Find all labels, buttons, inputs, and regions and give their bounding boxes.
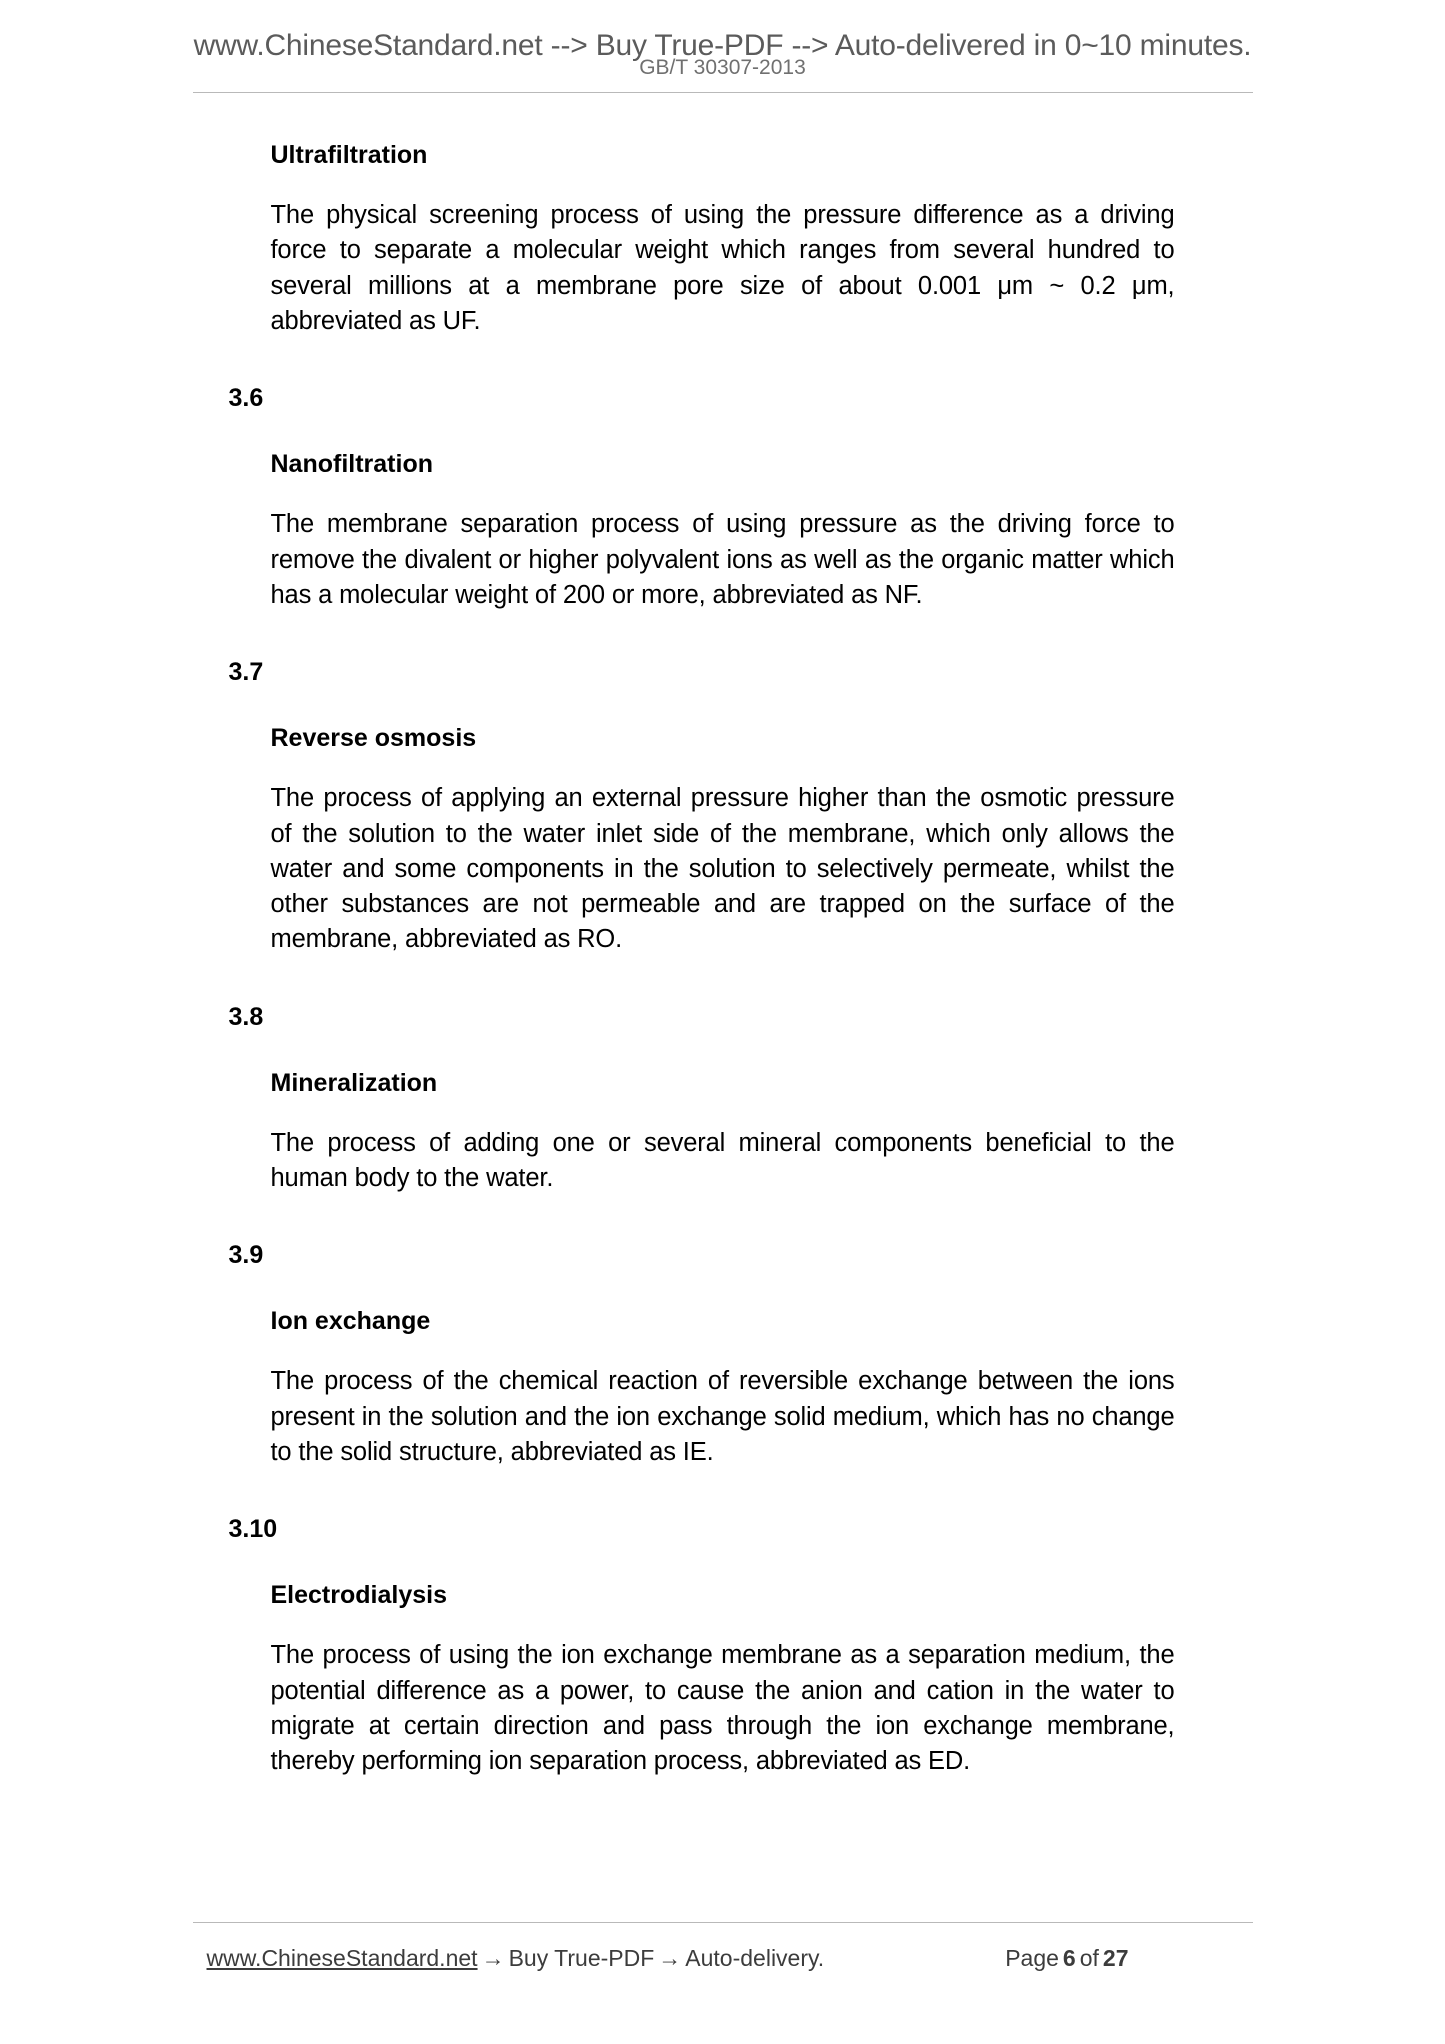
section-term-electrodialysis: Electrodialysis xyxy=(270,1581,447,1610)
footer-row xyxy=(193,1923,1253,2044)
current-page-number: 6 xyxy=(1062,1945,1076,1971)
header-promo-text: www.ChineseStandard.net --> Buy True-PDF --> Auto-delivered in 0~10 minutes. xyxy=(193,29,1252,62)
page-indicator xyxy=(1005,1945,1132,1972)
section-number-3-7: 3.7 xyxy=(228,658,264,687)
arrow-right-icon-2: → xyxy=(658,1945,682,1971)
section-number-3-10: 3.10 xyxy=(228,1515,278,1544)
of-label: of xyxy=(1079,1945,1099,1971)
page-footer xyxy=(0,1922,1445,2044)
page-header xyxy=(0,0,1445,93)
section-term-ion-exchange: Ion exchange xyxy=(270,1307,431,1336)
section-mineralization xyxy=(223,1002,1223,1241)
header-divider xyxy=(193,92,1253,93)
section-definition-reverse-osmosis: The process of applying an external pressure higher than the osmotic pressure of the solution to the water inlet side of the membrane, which only allows the water and some components in the solution to selectively permeate, whilst the other substances are not permeable and are trapped on the surface of the membrane, abbreviated as RO. xyxy=(270,784,1175,954)
section-number-3-8: 3.8 xyxy=(228,1002,264,1031)
section-number-3-6: 3.6 xyxy=(228,384,264,413)
section-definition-ultrafiltration: The physical screening process of using the pressure difference as a driving force to separate a molecular weight which ranges from several hundred to several millions at a membrane pore size of about 0.001 μm ~ 0.2 μm, abbreviated as UF. xyxy=(270,201,1175,335)
footer-buy-label: Buy True-PDF xyxy=(508,1945,655,1971)
section-number-3-9: 3.9 xyxy=(228,1241,264,1270)
section-electrodialysis xyxy=(223,1514,1223,1779)
section-nanofiltration xyxy=(223,383,1223,657)
footer-delivery-label: Auto-delivery. xyxy=(685,1945,825,1971)
arrow-right-icon-1: → xyxy=(481,1945,505,1971)
section-definition-mineralization: The process of adding one or several mineral components beneficial to the human body to the water. xyxy=(270,1128,1175,1193)
section-term-mineralization: Mineralization xyxy=(270,1068,438,1097)
footer-promo xyxy=(207,1945,825,1972)
section-definition-nanofiltration: The membrane separation process of using pressure as the driving force to remove the divalent or higher polyvalent ions as well as the organic matter which has a molecular weight of 200 or more, abbreviated as NF. xyxy=(270,510,1175,609)
section-ion-exchange xyxy=(223,1240,1223,1514)
section-ultrafiltration xyxy=(223,140,1223,383)
section-definition-ion-exchange: The process of the chemical reaction of reversible exchange between the ions present in the solution and the ion exchange solid medium, which has no change to the solid structure, abbreviated as IE. xyxy=(270,1367,1175,1466)
standard-code: GB/T 30307-2013 xyxy=(639,55,806,79)
section-term-ultrafiltration: Ultrafiltration xyxy=(270,141,428,169)
section-term-reverse-osmosis: Reverse osmosis xyxy=(270,724,477,753)
section-term-nanofiltration: Nanofiltration xyxy=(270,450,433,479)
section-reverse-osmosis xyxy=(223,657,1223,1002)
section-definition-electrodialysis: The process of using the ion exchange membrane as a separation medium, the potential difference as a power, to cause the anion and cation in the water to migrate at certain direction and pass through the ion exchange membrane, thereby performing ion separation process, abbreviated as ED. xyxy=(270,1641,1175,1776)
total-page-count: 27 xyxy=(1102,1945,1129,1971)
page-content xyxy=(0,140,1445,1780)
footer-website-link[interactable]: www.ChineseStandard.net xyxy=(206,1945,478,1971)
page-label: Page xyxy=(1005,1945,1059,1971)
